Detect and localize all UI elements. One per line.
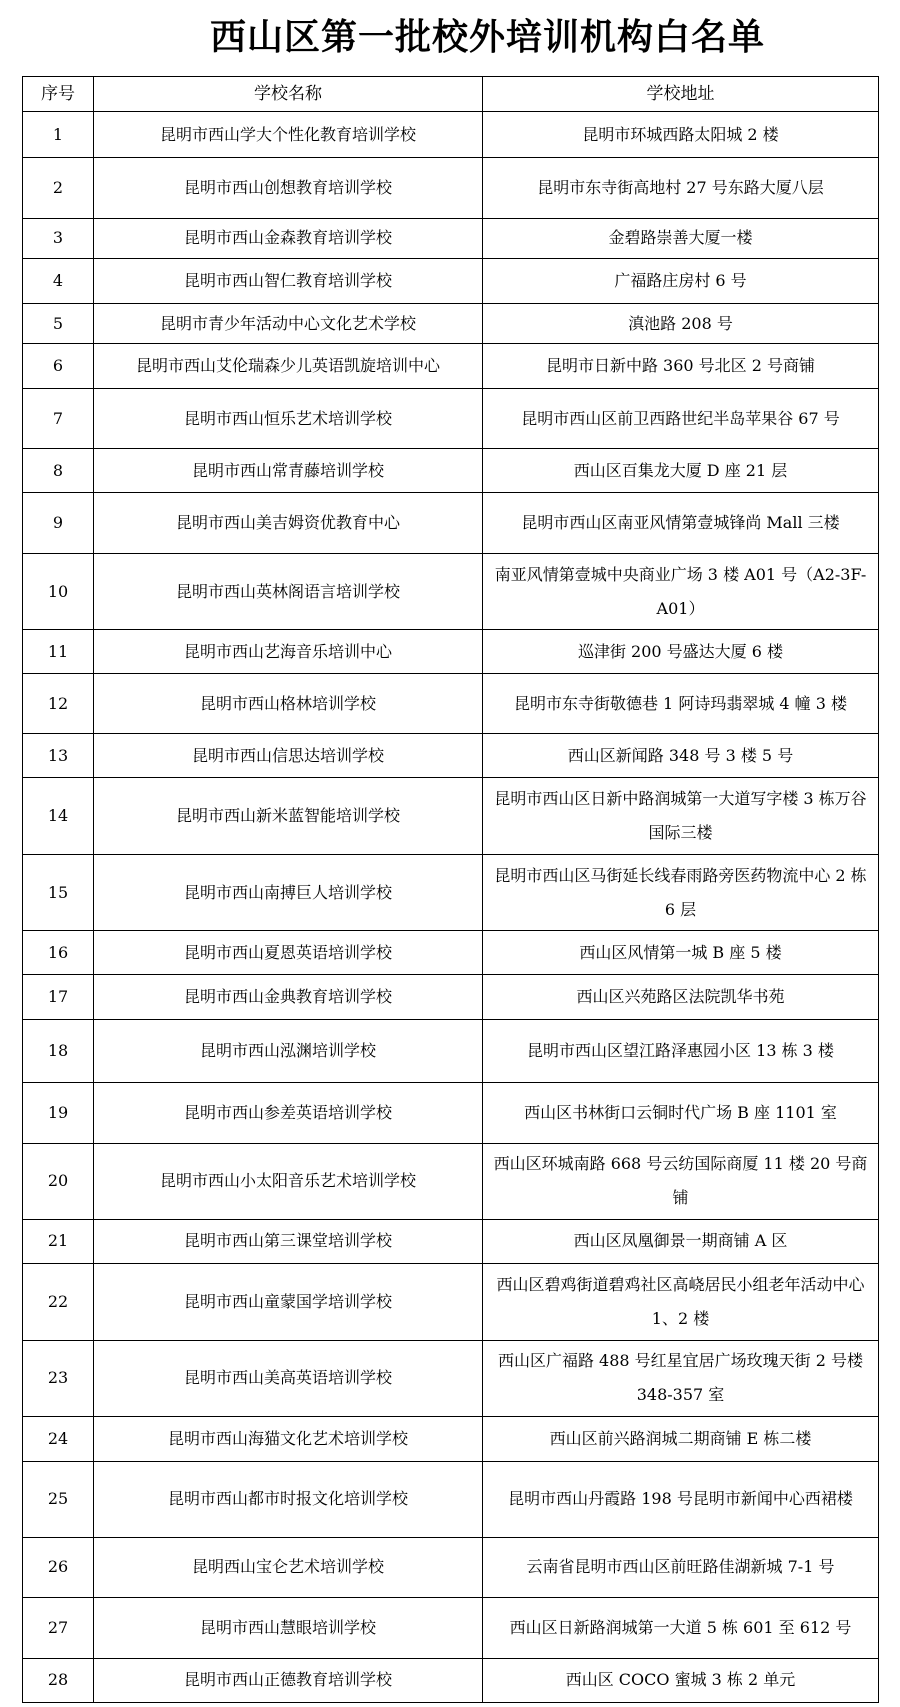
table-row	[23, 778, 879, 855]
row-seq: 2	[23, 158, 94, 219]
table-row	[23, 158, 879, 219]
row-school-address: 昆明市西山区南亚风情第壹城锋尚 Mall 三楼	[483, 493, 879, 554]
table-row	[23, 1020, 879, 1082]
table-row	[23, 1263, 879, 1340]
row-seq: 22	[23, 1263, 94, 1340]
row-school-name: 昆明市西山金森教育培训学校	[94, 219, 483, 259]
row-school-address: 金碧路崇善大厦一楼	[483, 219, 879, 259]
row-seq: 20	[23, 1143, 94, 1219]
row-seq: 28	[23, 1658, 94, 1702]
row-seq: 10	[23, 554, 94, 630]
row-seq: 3	[23, 219, 94, 259]
row-seq: 1	[23, 112, 94, 158]
header-name: 学校名称	[94, 77, 483, 112]
table-row	[23, 1082, 879, 1143]
row-school-name: 昆明市西山艺海音乐培训中心	[94, 630, 483, 674]
row-school-address: 昆明市西山丹霞路 198 号昆明市新闻中心西裙楼	[483, 1461, 879, 1537]
row-seq: 4	[23, 258, 94, 303]
row-school-name: 昆明市西山艾伦瑞森少儿英语凯旋培训中心	[94, 344, 483, 389]
row-school-address: 巡津街 200 号盛达大厦 6 楼	[483, 630, 879, 674]
row-school-address: 云南省昆明市西山区前旺路佳湖新城 7-1 号	[483, 1537, 879, 1597]
row-school-name: 昆明市西山参差英语培训学校	[94, 1082, 483, 1143]
row-seq: 12	[23, 674, 94, 734]
table-row	[23, 344, 879, 389]
row-seq: 17	[23, 975, 94, 1020]
table-row	[23, 219, 879, 259]
row-school-address: 西山区环城南路 668 号云纺国际商厦 11 楼 20 号商铺	[483, 1143, 879, 1219]
table-row	[23, 855, 879, 931]
row-seq: 21	[23, 1219, 94, 1263]
row-school-address: 昆明市东寺街高地村 27 号东路大厦八层	[483, 158, 879, 219]
row-school-address: 西山区广福路 488 号红星宜居广场玫瑰天街 2 号楼 348-357 室	[483, 1340, 879, 1416]
row-school-address: 昆明市环城西路太阳城 2 楼	[483, 112, 879, 158]
table-row	[23, 258, 879, 303]
header-seq: 序号	[23, 77, 94, 112]
row-seq: 13	[23, 734, 94, 778]
row-school-name: 昆明市西山创想教育培训学校	[94, 158, 483, 219]
row-seq: 7	[23, 389, 94, 449]
row-school-address: 西山区凤凰御景一期商铺 A 区	[483, 1219, 879, 1263]
row-school-name: 昆明市西山学大个性化教育培训学校	[94, 112, 483, 158]
row-seq: 27	[23, 1597, 94, 1658]
row-school-name: 昆明西山宝仑艺术培训学校	[94, 1537, 483, 1597]
row-seq: 24	[23, 1416, 94, 1461]
row-school-address: 西山区风情第一城 B 座 5 楼	[483, 931, 879, 975]
row-school-name: 昆明市西山信思达培训学校	[94, 734, 483, 778]
row-seq: 23	[23, 1340, 94, 1416]
row-seq: 26	[23, 1537, 94, 1597]
table-row	[23, 112, 879, 158]
row-school-name: 昆明市西山第三课堂培训学校	[94, 1219, 483, 1263]
row-seq: 14	[23, 778, 94, 855]
row-school-name: 昆明市西山新米蓝智能培训学校	[94, 778, 483, 855]
row-school-address: 昆明市西山区前卫西路世纪半岛苹果谷 67 号	[483, 389, 879, 449]
table-row	[23, 674, 879, 734]
row-school-address: 西山区碧鸡街道碧鸡社区高峣居民小组老年活动中心 1、2 楼	[483, 1263, 879, 1340]
row-school-name: 昆明市西山慧眼培训学校	[94, 1597, 483, 1658]
row-school-name: 昆明市西山格林培训学校	[94, 674, 483, 734]
row-seq: 11	[23, 630, 94, 674]
table-header-row	[23, 77, 879, 112]
row-school-address: 西山区前兴路润城二期商铺 E 栋二楼	[483, 1416, 879, 1461]
row-school-name: 昆明市西山海猫文化艺术培训学校	[94, 1416, 483, 1461]
row-school-address: 昆明市西山区马街延长线春雨路旁医药物流中心 2 栋 6 层	[483, 855, 879, 931]
table-row	[23, 1219, 879, 1263]
whitelist-table	[22, 76, 879, 1703]
row-school-name: 昆明市西山恒乐艺术培训学校	[94, 389, 483, 449]
row-school-name: 昆明市西山常青藤培训学校	[94, 449, 483, 493]
row-school-name: 昆明市西山泓渊培训学校	[94, 1020, 483, 1082]
table-row	[23, 1537, 879, 1597]
table-row	[23, 1461, 879, 1537]
row-school-name: 昆明市西山童蒙国学培训学校	[94, 1263, 483, 1340]
table-row	[23, 1597, 879, 1658]
row-school-address: 西山区书林街口云铜时代广场 B 座 1101 室	[483, 1082, 879, 1143]
row-school-address: 西山区新闻路 348 号 3 楼 5 号	[483, 734, 879, 778]
table-row	[23, 734, 879, 778]
row-seq: 18	[23, 1020, 94, 1082]
row-school-name: 昆明市西山夏恩英语培训学校	[94, 931, 483, 975]
row-school-address: 西山区兴苑路区法院凯华书苑	[483, 975, 879, 1020]
row-school-name: 昆明市西山金典教育培训学校	[94, 975, 483, 1020]
row-school-name: 昆明市西山南搏巨人培训学校	[94, 855, 483, 931]
row-school-address: 西山区百集龙大厦 D 座 21 层	[483, 449, 879, 493]
row-school-name: 昆明市西山美吉姆资优教育中心	[94, 493, 483, 554]
table-row	[23, 389, 879, 449]
row-seq: 19	[23, 1082, 94, 1143]
row-school-address: 昆明市西山区日新中路润城第一大道写字楼 3 栋万谷国际三楼	[483, 778, 879, 855]
row-seq: 5	[23, 303, 94, 344]
row-seq: 6	[23, 344, 94, 389]
row-seq: 16	[23, 931, 94, 975]
table-row	[23, 1143, 879, 1219]
table-row	[23, 1658, 879, 1702]
row-school-address: 南亚风情第壹城中央商业广场 3 楼 A01 号（A2-3F-A01）	[483, 554, 879, 630]
table-body	[23, 112, 879, 1703]
table-row	[23, 1340, 879, 1416]
row-school-name: 昆明市西山正德教育培训学校	[94, 1658, 483, 1702]
table-row	[23, 1416, 879, 1461]
row-school-name: 昆明市西山英林阁语言培训学校	[94, 554, 483, 630]
table-row	[23, 975, 879, 1020]
row-school-address: 昆明市东寺街敬德巷 1 阿诗玛翡翠城 4 幢 3 楼	[483, 674, 879, 734]
table-row	[23, 449, 879, 493]
row-school-address: 广福路庄房村 6 号	[483, 258, 879, 303]
row-school-address: 西山区日新路润城第一大道 5 栋 601 至 612 号	[483, 1597, 879, 1658]
table-row	[23, 931, 879, 975]
row-school-name: 昆明市西山小太阳音乐艺术培训学校	[94, 1143, 483, 1219]
row-school-name: 昆明市青少年活动中心文化艺术学校	[94, 303, 483, 344]
row-school-name: 昆明市西山都市时报文化培训学校	[94, 1461, 483, 1537]
page-title: 西山区第一批校外培训机构白名单	[209, 17, 765, 58]
row-school-name: 昆明市西山美高英语培训学校	[94, 1340, 483, 1416]
row-school-address: 昆明市日新中路 360 号北区 2 号商铺	[483, 344, 879, 389]
row-school-address: 昆明市西山区望江路泽惠园小区 13 栋 3 楼	[483, 1020, 879, 1082]
row-school-address: 西山区 COCO 蜜城 3 栋 2 单元	[483, 1658, 879, 1702]
header-address: 学校地址	[483, 77, 879, 112]
row-seq: 25	[23, 1461, 94, 1537]
row-school-name: 昆明市西山智仁教育培训学校	[94, 258, 483, 303]
table-row	[23, 554, 879, 630]
table-row	[23, 303, 879, 344]
row-seq: 15	[23, 855, 94, 931]
table-row	[23, 493, 879, 554]
table-row	[23, 630, 879, 674]
row-seq: 8	[23, 449, 94, 493]
row-seq: 9	[23, 493, 94, 554]
row-school-address: 滇池路 208 号	[483, 303, 879, 344]
